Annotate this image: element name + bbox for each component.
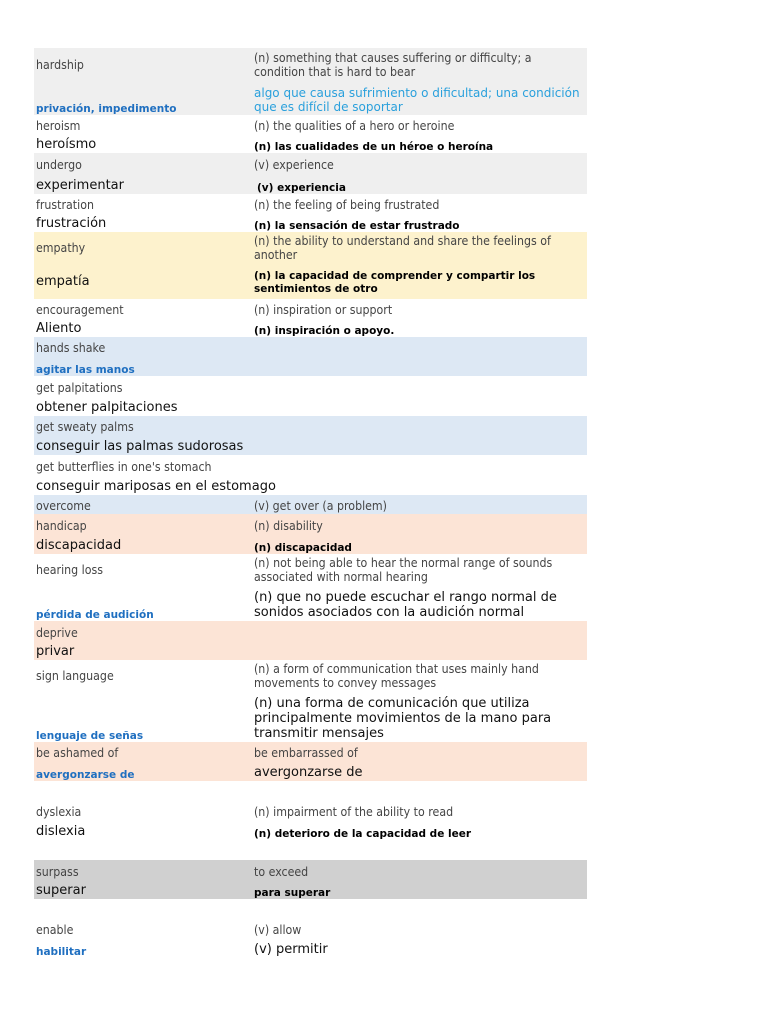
definition-en: be embarrassed of [254,746,358,761]
term-es: avergonzarse de [36,768,135,781]
term-en: hands shake [36,341,106,356]
definition-es: (v) permitir [254,942,328,958]
term-es: privar [36,644,75,660]
definition-es: (n) discapacidad [254,541,352,554]
definition-es: (n) deterioro de la capacidad de leer [254,827,471,840]
term-es: dislexia [36,824,86,840]
definition-es: (n) inspiración o apoyo. [254,324,395,337]
definition-es: algo que causa sufrimiento o dificultad; una condición que es difícil de soportar [254,86,580,115]
definition-es: (n) la sensación de estar frustrado [254,219,460,232]
term-es: conseguir las palmas sudorosas [36,439,244,455]
term-es: heroísmo [36,137,97,153]
vocab-entry-encouragement [34,299,587,337]
definition-en: (v) allow [254,923,302,938]
vocab-entry-overcome [34,495,587,514]
vocab-entry-get-butterflies [34,455,587,495]
definition-es: (n) que no puede escuchar el rango normal de sonidos asociados con la audición normal [254,590,557,621]
vocab-entry-be-ashamed-of [34,742,587,781]
vocab-entry-hands-shake [34,337,587,376]
definition-en: (n) impairment of the ability to read [254,805,454,820]
definition-en: (n) inspiration or support [254,303,393,318]
vocab-entry-get-palpitations [34,376,587,416]
spacer [34,840,587,860]
term-en: undergo [36,158,82,173]
term-es: habilitar [36,945,87,958]
vocab-entry-hardship [34,48,587,115]
vocab-entry-empathy [34,232,587,299]
definition-es: para superar [254,886,331,899]
term-en: empathy [36,241,86,256]
definition-en: (n) disability [254,519,323,534]
term-es: experimentar [36,178,124,194]
term-en: hearing loss [36,562,104,577]
vocab-entry-frustration [34,194,587,232]
term-en: dyslexia [36,805,82,820]
definition-es: (v) experiencia [257,181,346,194]
definition-en: to exceed [254,865,309,880]
definition-en: (n) the qualities of a hero or heroine [254,119,455,134]
term-en: handicap [36,519,87,534]
definition-en: (n) the feeling of being frustrated [254,198,440,213]
vocab-entry-heroism [34,115,587,153]
term-es: obtener palpitaciones [36,400,178,416]
term-en: frustration [36,198,94,213]
term-es: superar [36,883,86,899]
term-es: Aliento [36,321,82,337]
vocab-entry-surpass [34,860,587,899]
term-en: sign language [36,668,114,683]
term-en: encouragement [36,303,124,318]
definition-en: (v) get over (a problem) [254,499,387,514]
vocab-entry-dyslexia [34,801,587,840]
term-en: enable [36,923,74,938]
spacer [34,781,587,801]
definition-es: (n) una forma de comunicación que utiliza principalmente movimientos de la mano para transmitir mensajes [254,696,552,742]
definition-en: (n) a form of communication that uses mainly hand movements to convey messages [254,661,539,690]
definition-en: (n) not being able to hear the normal range of sounds associated with normal hearing [254,555,553,584]
vocab-entry-handicap [34,514,587,554]
term-en: deprive [36,626,78,641]
term-en: be ashamed of [36,746,119,761]
definition-en: (n) the ability to understand and share the feelings of another [254,234,551,262]
vocab-entry-get-sweaty-palms [34,416,587,455]
term-es: agitar las manos [36,363,135,376]
vocab-entry-undergo [34,153,587,194]
definition-en: (v) experience [254,158,334,173]
term-en: overcome [36,499,91,514]
definition-es: avergonzarse de [254,765,363,781]
definition-en: (n) something that causes suffering or difficulty; a condition that is hard to bear [254,51,532,79]
term-en: heroism [36,119,81,134]
definition-es: (n) las cualidades de un héroe o heroína [254,140,494,153]
term-es: lenguaje de señas [36,729,144,742]
term-es: pérdida de audición [36,608,154,621]
spacer [34,899,587,919]
term-es: frustración [36,216,107,232]
vocabulary-table [34,48,587,958]
vocab-entry-sign-language [34,660,587,742]
term-en: get sweaty palms [36,420,134,435]
term-en: get palpitations [36,381,123,396]
definition-es: (n) la capacidad de comprender y compartir los sentimientos de otro [254,270,536,295]
term-es: conseguir mariposas en el estomago [36,479,276,495]
term-en: surpass [36,865,79,880]
term-es: empatía [36,274,90,290]
term-en: get butterflies in one's stomach [36,460,212,475]
vocab-entry-hearing-loss [34,554,587,621]
term-en: hardship [36,58,84,73]
term-es: discapacidad [36,538,122,554]
term-es: privación, impedimento [36,102,177,115]
vocab-entry-deprive [34,621,587,660]
vocab-entry-enable [34,919,587,958]
